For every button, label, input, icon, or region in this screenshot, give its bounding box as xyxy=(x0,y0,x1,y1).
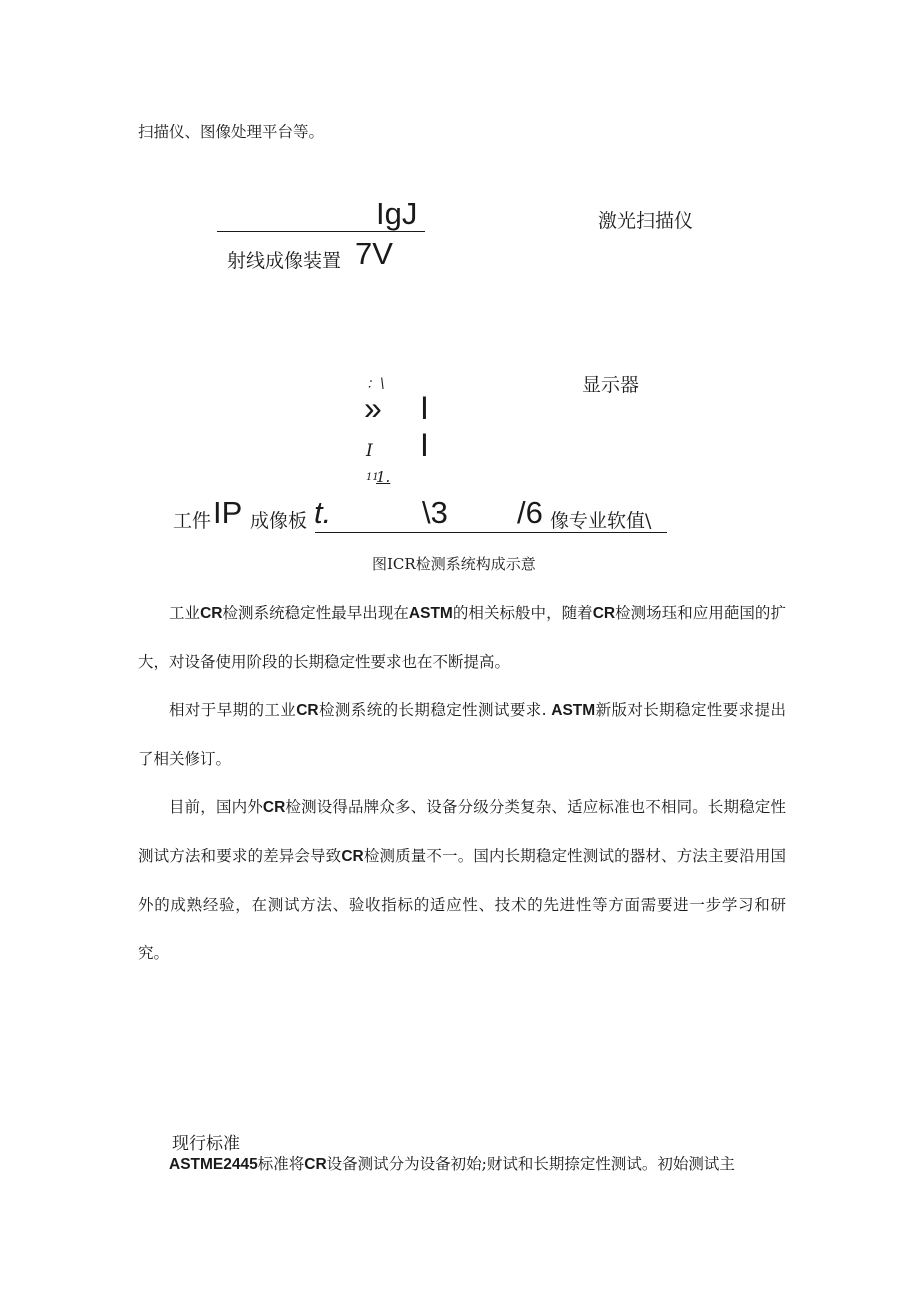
section-heading: 现行标准 xyxy=(172,1134,240,1154)
bold-term: CR xyxy=(341,848,364,865)
diagram-backslash3-label: \3 xyxy=(422,495,448,530)
display-label: 显示器 xyxy=(582,374,640,396)
laser-scanner-label: 激光扫描仪 xyxy=(598,210,694,232)
diagram-slash-i: I xyxy=(366,441,373,461)
bold-term: ASTM xyxy=(408,605,453,622)
paragraph-3 xyxy=(138,783,786,977)
text-run: 检测质量不一。国内长期稳定性测试的器材、方法主要沿用国外的成熟经验，在测试方法、验收指标的适应性、技术的先进性等方面需要进一步学习和研究。 xyxy=(138,847,786,962)
diagram-igj-label: IgJ xyxy=(376,196,418,231)
diagram-small-11: 11 xyxy=(366,472,379,483)
text-run: 目前，国内外 xyxy=(169,798,263,816)
workpiece-label: 工件 xyxy=(173,510,212,532)
text-run: 检测系统稳定性最早出现在 xyxy=(222,604,409,622)
bold-term: ASTM xyxy=(546,702,596,719)
diagram-7v-label: 7V xyxy=(355,236,393,271)
figure-caption: 图ICR检测系统构成示意 xyxy=(372,555,536,573)
diagram-chevrons: » xyxy=(364,390,382,426)
diagram-bar-1: I xyxy=(420,390,429,426)
bold-term: CR xyxy=(304,1156,327,1173)
software-label: 像专业软值\ xyxy=(550,510,652,532)
text-run: 相对于早期的工业 xyxy=(169,701,297,719)
diagram-bottom-rule xyxy=(315,532,667,533)
intro-line: 扫描仪、图像处理平台等。 xyxy=(138,123,325,141)
text-run: 检测场珏和应用葩国的扩大，对设备使用阶段的长期稳定性要求也在不断提高。 xyxy=(138,604,786,671)
text-run: 新版对长期稳定性要求提出了相关修订。 xyxy=(138,701,786,768)
ray-device-label: 射线成像装置 xyxy=(227,250,342,272)
standard-paragraph xyxy=(138,1140,786,1189)
bold-term: CR xyxy=(592,605,616,622)
paragraph-1 xyxy=(138,589,786,686)
paragraph-4 xyxy=(138,1140,786,1189)
ip-label: IP xyxy=(213,495,243,530)
diagram-bar-2: I xyxy=(420,427,429,463)
diagram-t-label: t. xyxy=(314,495,332,530)
bold-term: CR xyxy=(200,605,223,622)
bold-term: CR xyxy=(262,799,286,816)
bold-term: CR xyxy=(296,702,319,719)
text-run: 检测系统的长期稳定性测试要求. xyxy=(318,701,547,719)
text-run: 设备测试分为设备初始;财试和长期捺定性测试。初始测试主 xyxy=(326,1155,735,1173)
text-run: 的相关标般中，随着 xyxy=(452,604,593,622)
paragraph-2 xyxy=(138,686,786,783)
diagram-slash6-label: /6 xyxy=(517,495,543,530)
bold-term: ASTME2445 xyxy=(169,1156,258,1173)
diagram-small-1dot: 1. xyxy=(376,468,391,486)
diagram-small-mark: ：\ xyxy=(366,376,385,392)
text-run: 检测设得品牌众多、设备分级分类复杂、适应标准也不相同。长期稳定性测试方法和要求的差异会导致 xyxy=(138,798,786,865)
text-run: 工业 xyxy=(169,604,201,622)
text-run: 标准将 xyxy=(257,1155,305,1173)
imaging-plate-label: 成像板 xyxy=(250,510,308,532)
body-paragraphs xyxy=(138,589,786,977)
